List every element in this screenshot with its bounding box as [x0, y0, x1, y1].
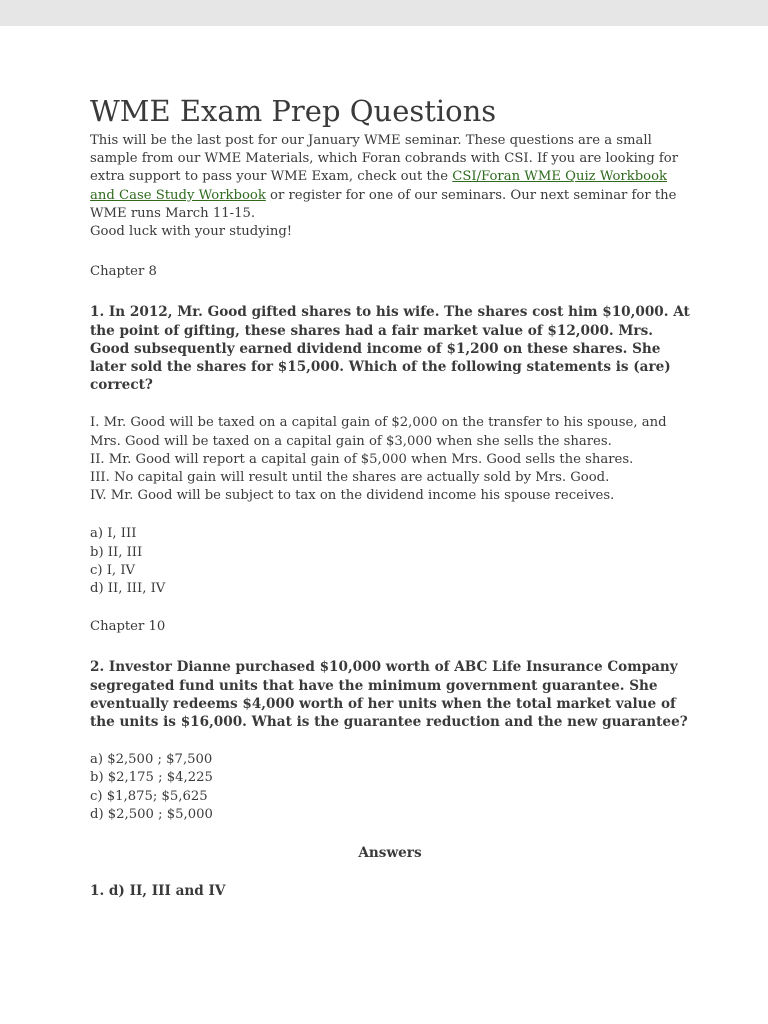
- answer-option: d) $2,500 ; $5,000: [90, 806, 213, 822]
- statement-list: [90, 414, 690, 505]
- answer-option: c) $1,875; $5,625: [90, 788, 208, 804]
- intro-text-after-link: or register for one of our seminars. Our next seminar for the WME runs March 11-15.: [90, 187, 677, 221]
- question-text: 1. In 2012, Mr. Good gifted shares to his wife. The shares cost him $10,000. At the point of gifting, these shares had a fair market value of $12,000. Mrs. Good subsequently earned dividend income of $1,200 on these shares. She later sold the shares for $15,000. Which of the following statements is (are) correct?: [90, 304, 690, 394]
- chapter-heading: Chapter 8: [90, 264, 157, 280]
- page-title: WME Exam Prep Questions: [90, 94, 497, 128]
- article-body: [90, 94, 690, 901]
- answer-option: a) $2,500 ; $7,500: [90, 752, 213, 768]
- answer-option: a) I, III: [90, 526, 137, 542]
- top-bar: [0, 0, 768, 26]
- answers-heading: Answers: [358, 845, 422, 862]
- statement-item: III. No capital gain will result until the shares are actually sold by Mrs. Good.: [90, 470, 610, 486]
- option-list: [90, 525, 690, 598]
- intro-text-before-link: This will be the last post for our January WME seminar. These questions are a small sample from our WME Materials, which Foran cobrands with CSI. If you are looking for extra support to pass your WME Exam, check out the: [90, 133, 679, 185]
- answer-option: b) $2,175 ; $4,225: [90, 770, 213, 786]
- answer-item: 1. d) II, III and IV: [90, 883, 226, 900]
- statement-item: I. Mr. Good will be taxed on a capital gain of $2,000 on the transfer to his spouse, and Mrs. Good will be taxed on a capital gain of $3,000 when she sells the shares.: [90, 415, 667, 449]
- chapter-heading: Chapter 10: [90, 619, 166, 635]
- workbook-link[interactable]: CSI/Foran WME Quiz Workbook and Case Study Workbook: [90, 169, 668, 203]
- option-list: [90, 751, 690, 824]
- answer-option: d) II, III, IV: [90, 581, 166, 597]
- statement-item: IV. Mr. Good will be subject to tax on the dividend income his spouse receives.: [90, 488, 615, 504]
- intro-paragraph: [90, 132, 690, 223]
- statement-item: II. Mr. Good will report a capital gain of $5,000 when Mrs. Good sells the shares.: [90, 451, 634, 467]
- answer-option: b) II, III: [90, 544, 143, 560]
- answer-option: c) I, IV: [90, 562, 136, 578]
- intro-closing: Good luck with your studying!: [90, 224, 293, 240]
- question-text: 2. Investor Dianne purchased $10,000 worth of ABC Life Insurance Company segregated fund units that have the minimum government guarantee. She eventually redeems $4,000 worth of her units when the total market value of the units is $16,000. What is the guarantee reduction and the new guarantee?: [90, 659, 688, 731]
